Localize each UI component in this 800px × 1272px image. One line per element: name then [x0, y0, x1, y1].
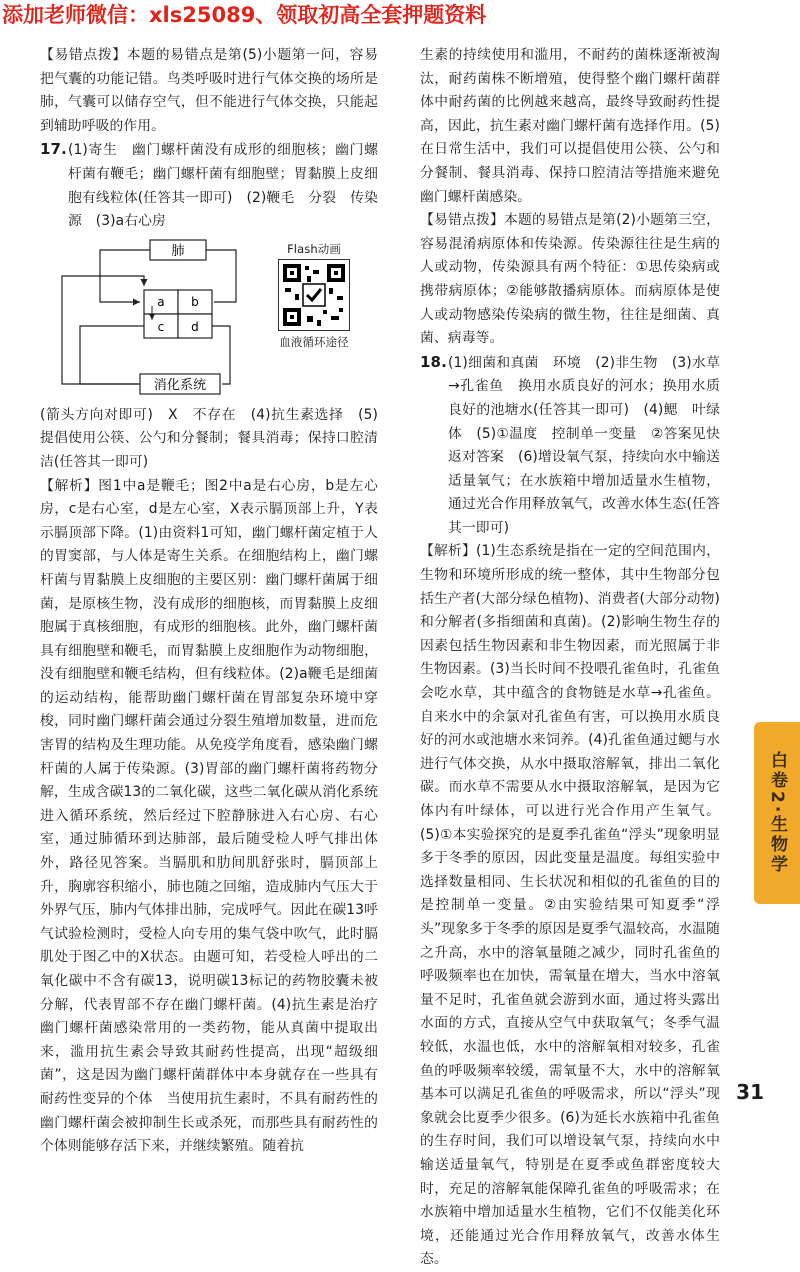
- question-17-number: 17.: [40, 140, 67, 159]
- qr-caption: 血液循环途径: [279, 334, 349, 349]
- flash-animation-label: Flash动画: [287, 241, 341, 256]
- promo-banner: 添加老师微信：xls25089、领取初高全套押题资料: [2, 3, 487, 27]
- lung-label: 肺: [171, 243, 185, 259]
- error-tip-16: 【易错点拨】本题的易错点是第(5)小题第一问，容易把气囊的功能记错。鸟类呼吸时进行气体交换的场所是肺，气囊可以储存空气，但不能进行气体交换，只能起到辅助呼吸的作用。: [40, 47, 378, 134]
- analysis-17: 【解析】图1中a是鞭毛；图2中a是右心房，b是左心房，c是右心室，d是左心室，X表示膈顶部上升，Y表示膈顶部下降。(1)由资料1可知，幽门螺杆菌定植于人的胃窦部，与人体是寄生关系。在细胞结构上，幽门螺杆菌与胃黏膜上皮细胞的主要区别：幽门螺杆菌属于细菌，是原核生物，没有成形的细胞核，而胃黏膜上皮细胞属于真核细胞，有成形的细胞核。此外，幽门螺杆菌具有细胞壁和鞭毛，而胃黏膜上皮细胞作为动物细胞，没有细胞壁和鞭毛结构，但有线粒体。(2)a鞭毛是细菌的运动结构，能帮助幽门螺杆菌在胃部复杂环境中穿梭，同时幽门螺杆菌会通过分裂生殖增加数量，进而危害胃的结构及生理功能。从免疫学角度看，感染幽门螺杆菌的人属于传染源。(3)胃部的幽门螺杆菌将药物分解，生成含碳13的二氧化碳，这些二氧化碳从消化系统进入循环系统，然后经过下腔静脉进入右心房、右心室，通过肺循环到达肺部，最后随受检人呼气排出体外，路径见答案。当膈肌和肋间肌舒张时，膈顶部上升，胸廓容积缩小，肺也随之回缩，造成肺内气压大于外界气压，肺内气体排出肺，完成呼气。因此在碳13呼气试验检测时，受检人向专用的集气袋中吹气，此时膈肌处于图乙中的X状态。由题可知，若受检人呼出的二氧化碳中不含有碳13，说明碳13标记的药物胶囊未被分解，代表胃部不存在幽门螺杆菌。(4)抗生素是治疗幽门螺杆菌感染常用的一类药物，能从真菌中提取出来，滥用抗生素会导致其耐药性提高，出现“超级细菌”，这是因为幽门螺杆菌群体中本身就存在一些具有耐药性变异的个体 当使用抗生素时，不具有耐药性的幽门螺杆菌会被抑制生长或杀死，而那些具有耐药性的个体则能够存活下来，并继续繁殖。随着抗: [40, 477, 378, 1155]
- question-17-answer: [40, 138, 378, 233]
- question-18-number: 18.: [420, 352, 447, 371]
- blood-circulation-diagram: [40, 236, 250, 400]
- qr-code[interactable]: [278, 259, 350, 331]
- qr-code-icon: [279, 260, 349, 330]
- analysis-17-cont: 生素的持续使用和滥用，不耐药的菌株逐渐被淘汰，耐药菌株不断增殖，使得整个幽门螺杆菌群体中耐药菌的比例越来越高，最终导致耐药性提高，因此，抗生素对幽门螺杆菌有选择作用。(5)在日常生活中，我们可以提倡使用公筷、公勺和分餐制、餐具消毒、保持口腔清洁等措施来避免幽门螺杆菌感染。: [420, 47, 720, 205]
- question-17-answer-text: (1)寄生 幽门螺杆菌没有成形的细胞核；幽门螺杆菌有鞭毛；幽门螺杆菌有细胞壁；胃黏膜上皮细胞有线粒体(任答其一即可) (2)鞭毛 分裂 传染源 (3)a右心房: [68, 142, 378, 230]
- question-18-answer-text: (1)细菌和真菌 环境 (2)非生物 (3)水草→孔雀鱼 换用水质良好的河水；换用水质良好的池塘水(任答其一即可) (4)鳃 叶绿体 (5)①温度 控制单一变量 ②答案见快返对答案 (6)增设氧气泵，持续向水中输送适量氧气；在水族箱中增加适量水生植物，通过光合作用释放氧气，改善水体生态(任答其一即可): [448, 354, 720, 536]
- right-column: [420, 44, 720, 1272]
- digestive-system-label: 消化系统: [153, 377, 207, 393]
- chamber-a: a: [157, 294, 165, 309]
- flash-animation-block: [254, 242, 374, 350]
- chamber-c: c: [157, 319, 165, 334]
- left-column: [40, 44, 378, 1159]
- diagram-row: [40, 236, 378, 400]
- chamber-d: d: [191, 319, 199, 334]
- chamber-b: b: [191, 294, 199, 309]
- analysis-18: 【解析】(1)生态系统是指在一定的空间范围内，生物和环境所形成的统一整体，其中生物部分包括生产者(大部分绿色植物)、消费者(大部分动物)和分解者(多指细菌和真菌)。(2)影响生物生存的因素包括生物因素和非生物因素，而光照属于非生物因素。(3)当长时间不投喂孔雀鱼时，孔雀鱼会吃水草，其中蕴含的食物链是水草→孔雀鱼。自来水中的余氯对孔雀鱼有害，可以换用水质良好的河水或池塘水来饲养。(4)孔雀鱼通过鳃与水进行气体交换，从水中摄取溶解氧，排出二氧化碳。而水草不需要从水中摄取溶解氧，是因为它体内有叶绿体，可以进行光合作用产生氧气。(5)①本实验探究的是夏季孔雀鱼“浮头”现象明显多于冬季的原因，因此变量是温度。每组实验中选择数量相同、生长状况和相似的孔雀鱼的目的是控制单一变量。②由实验结果可知夏季“浮头”现象多于冬季的原因是夏季气温较高，水温随之升高，水中的溶氧量随之减少，同时孔雀鱼的呼吸频率也在加快，需氧量在增大，当水中溶氧量不足时，孔雀鱼就会游到水面，通过将头露出水面的方式，直接从空气中获取氧气；冬季气温较低，水温也低，水中的溶解氧相对较多，孔雀鱼的呼吸频率较缓，需氧量不大，水中的溶解氧基本可以满足孔雀鱼的呼吸需求，所以“浮头”现象就会比夏季少很多。(6)为延长水族箱中孔雀鱼的生存时间，我们可以增设氧气泵，持续向水中输送适量氧气，特别是在夏季或鱼群密度较大时，充足的溶解氧能保障孔雀鱼的呼吸需求；在水族箱中增加适量水生植物，它们不仅能美化环境，还能通过光合作用释放氧气，改善水体生态。: [420, 543, 720, 1268]
- question-17-answer-cont: (箭头方向对即可) X 不存在 (4)抗生素选择 (5)提倡使用公筷、公勺和分餐制；餐具消毒；保持口腔清洁(任答其一即可): [40, 406, 378, 470]
- error-tip-17: 【易错点拨】本题的易错点是第(2)小题第三空，容易混淆病原体和传染源。传染源往往是生病的人或动物，传染源具有两个特征：①思传染病或携带病原体；②能够散播病原体。而病原体是使人或动物感染传染病的微生物，往往是细菌、真菌、病毒等。: [420, 212, 720, 347]
- page-number: 31: [736, 1080, 764, 1104]
- side-tab: 白卷2·生物学: [754, 722, 800, 904]
- question-18-answer: [420, 351, 720, 541]
